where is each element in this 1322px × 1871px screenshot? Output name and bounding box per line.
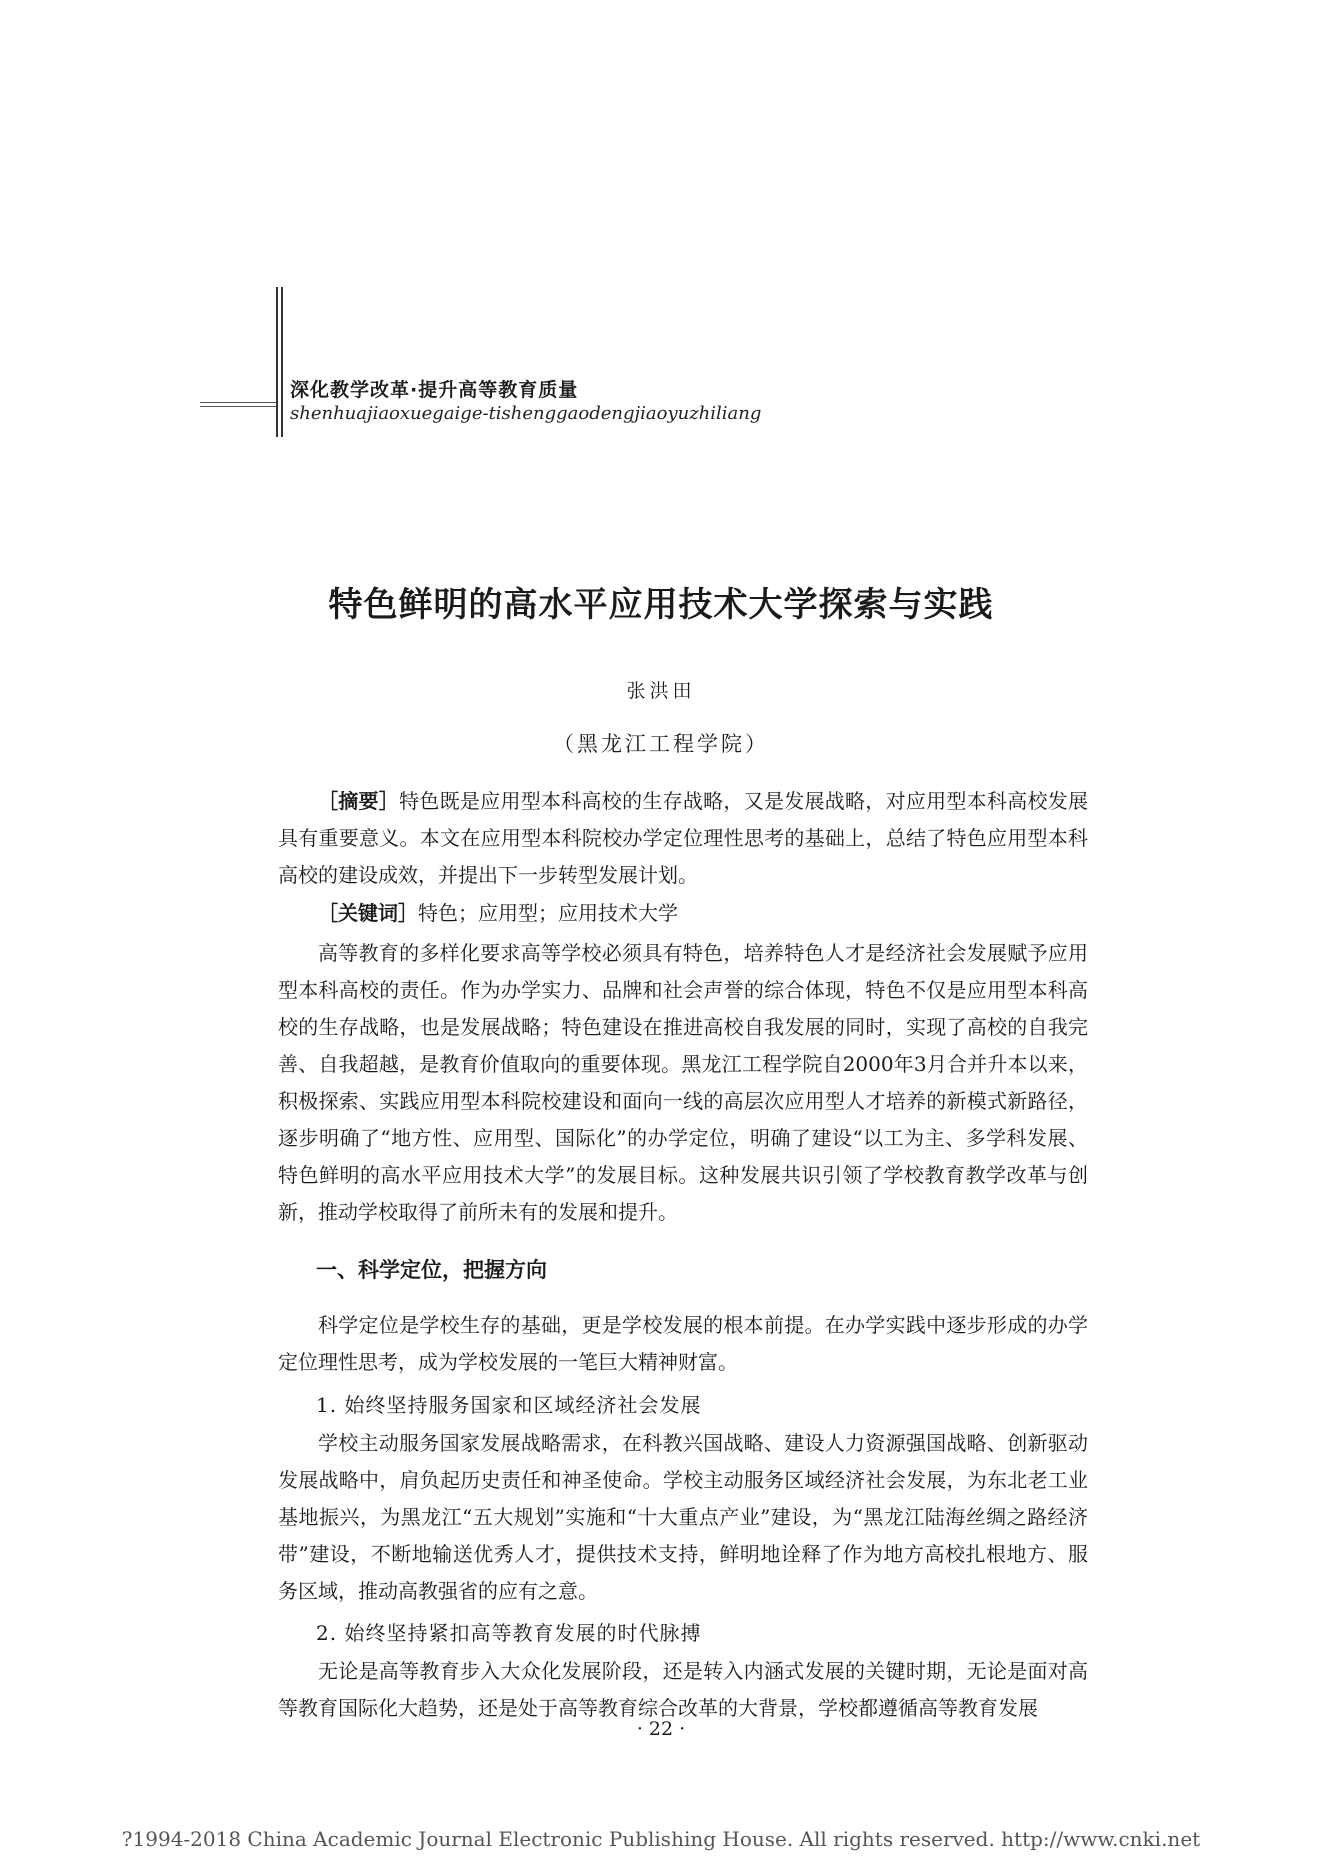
article-title: 特色鲜明的高水平应用技术大学探索与实践	[328, 585, 994, 625]
subsection-paragraph: 无论是高等教育步入大众化发展阶段，还是转入内涵式发展的关键时期，无论是面对高等教育国际化大趋势，还是处于高等教育综合改革的大背景，学校都遵循高等教育发展	[278, 1659, 1088, 1720]
keywords-text: 特色；应用型；应用技术大学	[418, 901, 678, 925]
intro-paragraph: 高等教育的多样化要求高等学校必须具有特色，培养特色人才是经济社会发展赋予应用型本科高校的责任。作为办学实力、品牌和社会声誉的综合体现，特色不仅是应用型本科高校的生存战略，也是发展战略；特色建设在推进高校自我发展的同时，实现了高校的自我完善、自我超越，是教育价值取向的重要体现。黑龙江工程学院自2000年3月合并升本以来，积极探索、实践应用型本科院校建设和面向一线的高层次应用型人才培养的新模式新路径，逐步明确了“地方性、应用型、国际化”的办学定位，明确了建设“以工为主、多学科发展、特色鲜明的高水平应用技术大学”的发展目标。这种发展共识引领了学校教育教学改革与创新，推动学校取得了前所未有的发展和提升。	[278, 941, 1088, 1224]
subsection-heading: 1. 始终坚持服务国家和区域经济社会发展	[316, 1393, 702, 1417]
subsection-heading: 2. 始终坚持紧扣高等教育发展的时代脉搏	[316, 1621, 702, 1645]
section-header-pinyin: shenhuajiaoxuegaige-tishenggaodengjiaoyuzhiliang	[290, 403, 762, 424]
page-number: · 22 ·	[636, 1718, 686, 1740]
abstract	[278, 783, 1088, 894]
keywords	[278, 895, 1088, 932]
article-affiliation: （黑龙江工程学院）	[553, 732, 769, 756]
section-header-title: 深化教学改革·提升高等教育质量	[290, 379, 579, 401]
article-author: 张洪田	[626, 680, 696, 702]
keywords-label: ［关键词］	[318, 901, 418, 925]
abstract-label: ［摘要］	[318, 789, 400, 813]
header-bar-right	[281, 287, 283, 437]
header-bar-left	[276, 287, 278, 437]
section-heading: 一、科学定位，把握方向	[316, 1258, 547, 1282]
copyright-footer: ?1994-2018 China Academic Journal Electronic Publishing House. All rights reserved. http://www.cnki.net	[121, 1827, 1201, 1851]
header-rule-bottom	[200, 406, 276, 407]
header-rule-top	[200, 402, 276, 403]
abstract-text: 特色既是应用型本科高校的生存战略，又是发展战略，对应用型本科高校发展具有重要意义。本文在应用型本科院校办学定位理性思考的基础上，总结了特色应用型本科高校的建设成效，并提出下一步转型发展计划。	[278, 789, 1089, 887]
subsection-paragraph: 学校主动服务国家发展战略需求，在科教兴国战略、建设人力资源强国战略、创新驱动发展战略中，肩负起历史责任和神圣使命。学校主动服务区域经济社会发展，为东北老工业基地振兴，为黑龙江“五大规划”实施和“十大重点产业”建设，为“黑龙江陆海丝绸之路经济带”建设，不断地输送优秀人才，提供技术支持，鲜明地诠释了作为地方高校扎根地方、服务区域，推动高教强省的应有之意。	[278, 1431, 1088, 1603]
section-paragraph: 科学定位是学校生存的基础，更是学校发展的根本前提。在办学实践中逐步形成的办学定位理性思考，成为学校发展的一笔巨大精神财富。	[278, 1313, 1088, 1374]
